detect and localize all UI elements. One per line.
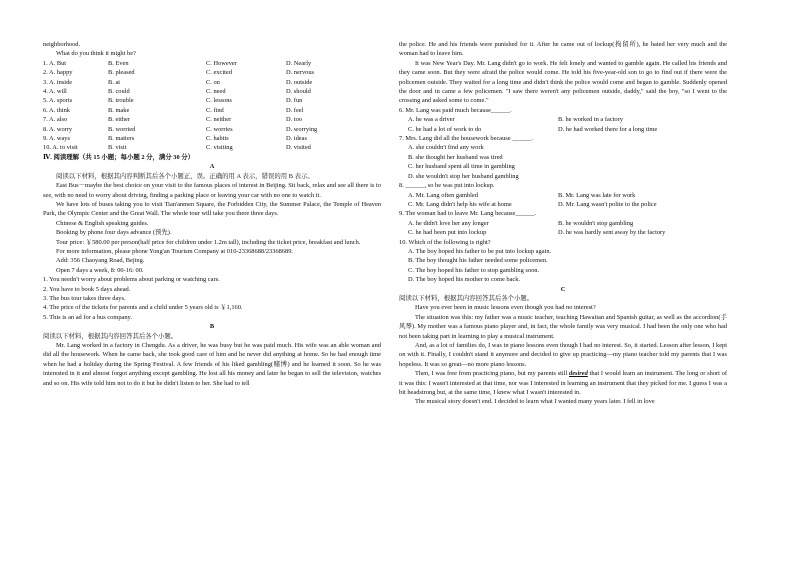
question-6-options-row2 bbox=[399, 125, 727, 134]
passage-a-l6: Open 7 days a week, 8: 00-16: 00. bbox=[56, 266, 144, 274]
question-a-4: 4. The price of the tickets for parents and a child under 5 years old is ￥1,160. bbox=[43, 304, 243, 312]
left-column bbox=[43, 40, 381, 388]
option-row bbox=[43, 115, 381, 124]
option: D. he had worked there for a long time bbox=[558, 125, 658, 133]
label-a: A bbox=[209, 163, 215, 171]
option: 4. A. will bbox=[43, 88, 67, 96]
question-8: 8. ______, so he was put into lockup. bbox=[399, 182, 495, 190]
option-row bbox=[43, 68, 381, 77]
right-column bbox=[399, 40, 727, 407]
option: D. fun bbox=[286, 97, 303, 105]
question-9: 9. The woman had to leave Mr. Lang because______. bbox=[399, 210, 537, 218]
passage-b-p3: It was New Year's Day. Mr. Lang didn't go to work. He felt lonely and wanted to gamble again. He called his friends and they came soon. But they were afraid the police would come. He told his five-year-old son to go to find out if there were the policemen outside. They waited for a long time and didn't think the police would come and began to gamble. Suddenly opened the door and in came a few policemen. "I saw there weren't any policemen outside, daddy," said the boy, "so I went to the crossing and asked some to come." bbox=[399, 59, 727, 105]
underlined-word: desired bbox=[569, 370, 588, 378]
question-8-options-row1 bbox=[399, 191, 727, 200]
option: C. he had a lot of work to do bbox=[408, 125, 482, 133]
option: B. Even bbox=[108, 59, 129, 67]
passage-c-p4-pre: Then, I was free from practicing piano, but my parents still bbox=[415, 370, 569, 378]
question-10-option-d: D. The boy hoped his mother to come back. bbox=[408, 276, 521, 284]
option: D. Nearly bbox=[286, 59, 312, 67]
option-row bbox=[43, 96, 381, 105]
passage-a-p1: East Bus－maybe the best choice on your visit to the famous places of interest in Beijing. Sit back, relax and see all there is to see, with no need to worry about driving, finding a parking place or leaving your car with no one to watch it. bbox=[43, 182, 381, 199]
option: C. excited bbox=[206, 69, 232, 77]
option: B. make bbox=[108, 106, 130, 114]
option: C. need bbox=[206, 88, 226, 96]
instruction-a: 阅读以下材料，根据其内容判断其后各个小题正、误。正确的用 A 表示，错误的用 B 表示。 bbox=[56, 172, 314, 180]
question-6: 6. Mr. Lang was paid much because______. bbox=[399, 106, 512, 114]
question-7-option-b: B. she thought her husband was tired bbox=[408, 153, 503, 161]
option: D. nervous bbox=[286, 69, 315, 77]
option: D. feel bbox=[286, 106, 304, 114]
option: B. pleased bbox=[108, 69, 135, 77]
option: C. worries bbox=[206, 125, 233, 133]
question-a-1: 1. You needn't worry about problems about parking or watching cars. bbox=[43, 276, 220, 284]
passage-a-p2: We have lots of buses taking you to visit Tian'anmen Square, the Forbidden City, the Summer Palace, the Temple of Heaven Park, the Olympic Center and the Great Wall. The whole tour will take you there three days. bbox=[43, 200, 381, 218]
option: D. should bbox=[286, 88, 311, 96]
option: B. trouble bbox=[108, 97, 134, 105]
passage-a-l5: Add: 356 Chaoyang Road, Bejing. bbox=[56, 257, 145, 265]
option: C. find bbox=[206, 106, 224, 114]
option: D. Mr. Lang wasn't polite to the police bbox=[558, 200, 657, 208]
option: D. too bbox=[286, 116, 302, 124]
option: C. on bbox=[206, 78, 220, 86]
passage-b-p2: the police. He and his friends were punished for it. After he came out of lockup(拘留所), he hated her very much and the woman had to leave him. bbox=[399, 41, 727, 58]
option: 8. A. worry bbox=[43, 125, 73, 133]
question-7-option-a: A. she couldn't find any work bbox=[408, 144, 484, 152]
question-10: 10. Which of the following is right? bbox=[399, 238, 491, 246]
option-row bbox=[43, 59, 381, 68]
option-row bbox=[43, 125, 381, 134]
instruction-b: 阅读以下材料，根据其内容回答其后各个小题。 bbox=[43, 332, 178, 340]
question-9-options-row2 bbox=[399, 228, 727, 237]
cloze-options bbox=[43, 59, 381, 153]
option: 3. A. inside bbox=[43, 78, 73, 86]
option: B. visit bbox=[108, 144, 127, 152]
option-row bbox=[43, 87, 381, 96]
question-10-option-c: C. The boy hoped his father to stop gambling soon. bbox=[408, 266, 540, 274]
passage-c-p2: The situation was this: my father was a music teacher, teaching Hawaiian and Spanish guitar, as well as the accordion(手风琴). My mother was a famous piano player and, in fact, the whole family was very musical. I had been the only one who had not been taking part in learning to play a musical instrument. bbox=[399, 313, 727, 340]
instruction-c: 阅读以下材料，根据其内容回答其后各个小题。 bbox=[399, 294, 534, 302]
top-line: neighborhood. bbox=[43, 41, 81, 48]
passage-c-p3: And, as a lot of families do, I was in piano lessons even though I had no interest. So, it started. Lesson after lesson, I kept on with it. Finally, I couldn't stand it anymore and decided to give up practicing—my piano teacher told my parents that I was hopeless. It was so great—no more piano lessons. bbox=[399, 342, 727, 368]
option: C. Mr. Lang didn't help his wife at home bbox=[408, 200, 512, 208]
option: 5. A. sports bbox=[43, 97, 73, 105]
option: C. neither bbox=[206, 116, 232, 124]
label-b: B bbox=[209, 323, 215, 331]
passage-c-p1: Have you ever been in music lessons even though you had no interest? bbox=[415, 304, 596, 312]
option: B. Mr. Lang was late for work bbox=[558, 191, 636, 199]
option: D. worrying bbox=[286, 125, 318, 133]
passage-c-p4-post: that I would learn an instrument. The long or short of it was this: I wasn't interested at that time, nor was I interested in learning an instrument that they picked for me. I guess I was a bit headstrong but, at the same time, I knew what I wasn't interested in. bbox=[399, 370, 727, 397]
option-row bbox=[43, 134, 381, 143]
passage-b-p1: Mr. Lang worked in a factory in Chengdu. As a driver, he was busy but he was paid much. His wife was an able woman and did all the housework. When he came back, she took good care of him and he never did anything at home. So he had enough time when he had a holiday during the Spring Festival. A few friends of his liked gambling(赌博) and he learned it soon. So he was interested in it and almost forgot anything except gambling. He lost all his money and later he began to sell the television, watches and so on. His wife told him not to do it but he didn't listen to her. She had to tell bbox=[43, 342, 381, 387]
option: B. matters bbox=[108, 135, 135, 143]
question-prompt: What do you think it might be? bbox=[56, 50, 136, 58]
option: 1. A. But bbox=[43, 59, 67, 67]
option: C. he had been put into lockup bbox=[408, 229, 487, 237]
question-10-option-a: A. The boy hoped his father to be put into lockup again. bbox=[408, 247, 552, 255]
passage-a-l1: Chinese & English speaking guides. bbox=[56, 219, 149, 227]
option-row bbox=[43, 143, 381, 152]
passage-a-l2: Booking by phone four days advance (预先). bbox=[56, 229, 172, 237]
option: D. ideas bbox=[286, 135, 307, 143]
passage-c-p4 bbox=[399, 369, 727, 397]
option: C. lessons bbox=[206, 97, 232, 105]
label-c: C bbox=[560, 285, 566, 293]
section-title: Ⅳ. 阅读理解（共 15 小题；每小题 2 分，满分 30 分） bbox=[43, 153, 195, 161]
option: B. worried bbox=[108, 125, 136, 133]
option: 6. A. think bbox=[43, 106, 70, 114]
option: B. he worked in a factory bbox=[558, 116, 623, 124]
passage-a-l3: Tour price: ￥580.00 per person(half price for children under 1.2m tall), including the ticket price, breakfast and lunch. bbox=[56, 238, 361, 246]
option: 10. A. to visit bbox=[43, 144, 78, 152]
option: 7. A. also bbox=[43, 116, 68, 124]
option: B. either bbox=[108, 116, 131, 124]
question-9-options-row1 bbox=[399, 219, 727, 228]
option: B. could bbox=[108, 88, 130, 96]
question-7: 7. Mrs. Lang did all the housework because ______. bbox=[399, 135, 533, 143]
option: B. he wouldn't stop gambling bbox=[558, 219, 634, 227]
option: A. he was a driver bbox=[408, 116, 455, 124]
option: 2. A. happy bbox=[43, 69, 73, 77]
option: A. he didn't love her any longer bbox=[408, 219, 489, 227]
option-row bbox=[43, 106, 381, 115]
option: B. at bbox=[108, 78, 121, 86]
option: A. Mr. Lang often gambled bbox=[408, 191, 478, 199]
option: 9. A. ways bbox=[43, 135, 70, 143]
passage-c-p5: The musical story doesn't end. I decided to learn what I wanted many years later. I fell in love bbox=[415, 398, 655, 406]
option: C. visiting bbox=[206, 144, 233, 152]
option: C. habits bbox=[206, 135, 229, 143]
option: D. outside bbox=[286, 78, 313, 86]
question-a-2: 2. You have to book 5 days ahead. bbox=[43, 285, 131, 293]
option-row bbox=[43, 78, 381, 87]
question-8-options-row2 bbox=[399, 200, 727, 209]
question-7-option-d: D. she wouldn't stop her husband gambling bbox=[408, 172, 519, 180]
question-10-option-b: B. The boy thought his father needed some policemen. bbox=[408, 257, 548, 265]
question-6-options-row1 bbox=[399, 115, 727, 124]
option: D. visited bbox=[286, 144, 311, 152]
question-7-option-c: C. her husband spent all time in gambling bbox=[408, 163, 515, 171]
option: D. he was hardly sent away by the factory bbox=[558, 229, 666, 237]
option: C. However bbox=[206, 59, 237, 67]
question-a-5: 5. This is an ad for a bus company. bbox=[43, 313, 132, 321]
passage-a-l4: For more information, please phone Yong'an Tourism Company at 010-23368688/23368689. bbox=[56, 247, 294, 255]
question-a-3: 3. The bus tour takes three days. bbox=[43, 294, 126, 302]
